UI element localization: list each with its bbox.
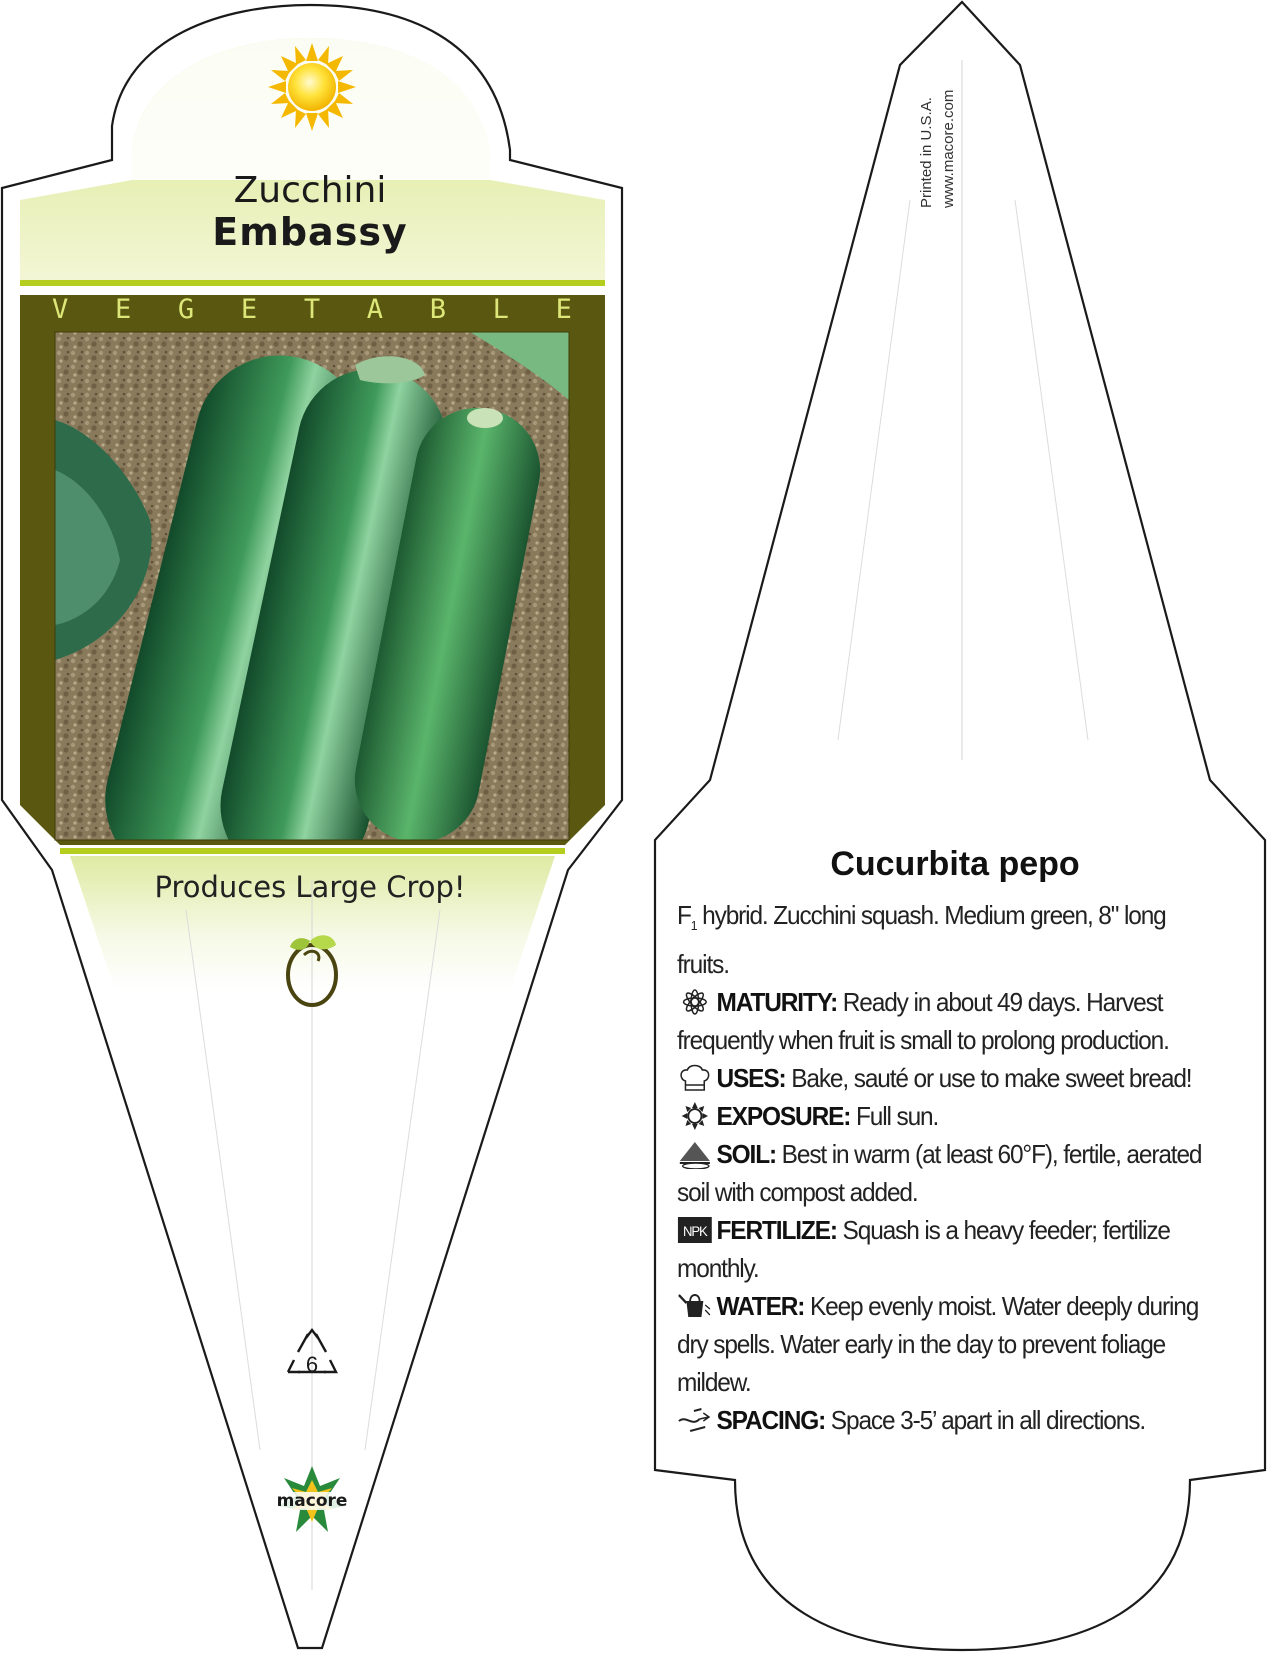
watering-can-icon <box>677 1291 713 1321</box>
flower-icon <box>677 987 713 1017</box>
printer-credit <box>918 48 958 218</box>
svg-text:NPK: NPK <box>683 1223 707 1240</box>
soil-pile-icon <box>677 1139 713 1169</box>
sun-outline-icon <box>677 1101 713 1131</box>
exposure-section: EXPOSURE: Full sun. <box>677 1097 1213 1135</box>
category-letter: L <box>492 294 509 325</box>
recycle-number: 6 <box>305 1352 319 1377</box>
category-letter: V <box>52 294 69 325</box>
maturity-section: MATURITY: Ready in about 49 days. Harvest frequently when fruit is small to prolong production. <box>677 987 1169 1056</box>
zucchini-photo <box>55 332 569 903</box>
category-letter: G <box>177 294 195 325</box>
sun-icon <box>268 43 356 131</box>
fertilize-section: NPK FERTILIZE: Squash is a heavy feeder; fertilize monthly. <box>677 1215 1170 1284</box>
category-letter: T <box>303 294 321 325</box>
category-letter: E <box>240 294 258 325</box>
macore-brand: macore <box>276 1491 348 1511</box>
spacing-section: SPACING: Space 3-5’ apart in all directions. <box>677 1401 1213 1439</box>
category-letter: A <box>366 294 384 325</box>
printed-in-text: Printed in U.S.A. <box>918 97 935 208</box>
intro-text: $F_1$ hybrid. Zucchini squash. Medium green, 8" long fruits. <box>677 900 1166 980</box>
chef-hat-icon <box>677 1063 713 1093</box>
species-name: Cucurbita pepo <box>830 845 1080 883</box>
water-section: WATER: Keep evenly moist. Water deeply during dry spells. Water early in the day to prevent foliage mildew. <box>677 1291 1199 1398</box>
growing-info <box>677 896 1213 1439</box>
soil-section: SOIL: Best in warm (at least 60°F), fertile, aerated soil with compost added. <box>677 1139 1202 1208</box>
tagline: Produces Large Crop! <box>154 870 466 904</box>
variety-name: Embassy <box>212 210 408 254</box>
uses-section: USES: Bake, sauté or use to make sweet bread! <box>677 1059 1213 1097</box>
npk-icon <box>677 1215 713 1245</box>
spacing-arrows-icon <box>677 1405 713 1435</box>
category-letter: B <box>429 294 446 325</box>
website-text: www.macore.com <box>940 89 957 208</box>
category-letter: E <box>114 294 132 325</box>
category-label <box>52 294 572 325</box>
category-letter: E <box>555 294 572 325</box>
title-line1: Zucchini <box>233 170 387 211</box>
